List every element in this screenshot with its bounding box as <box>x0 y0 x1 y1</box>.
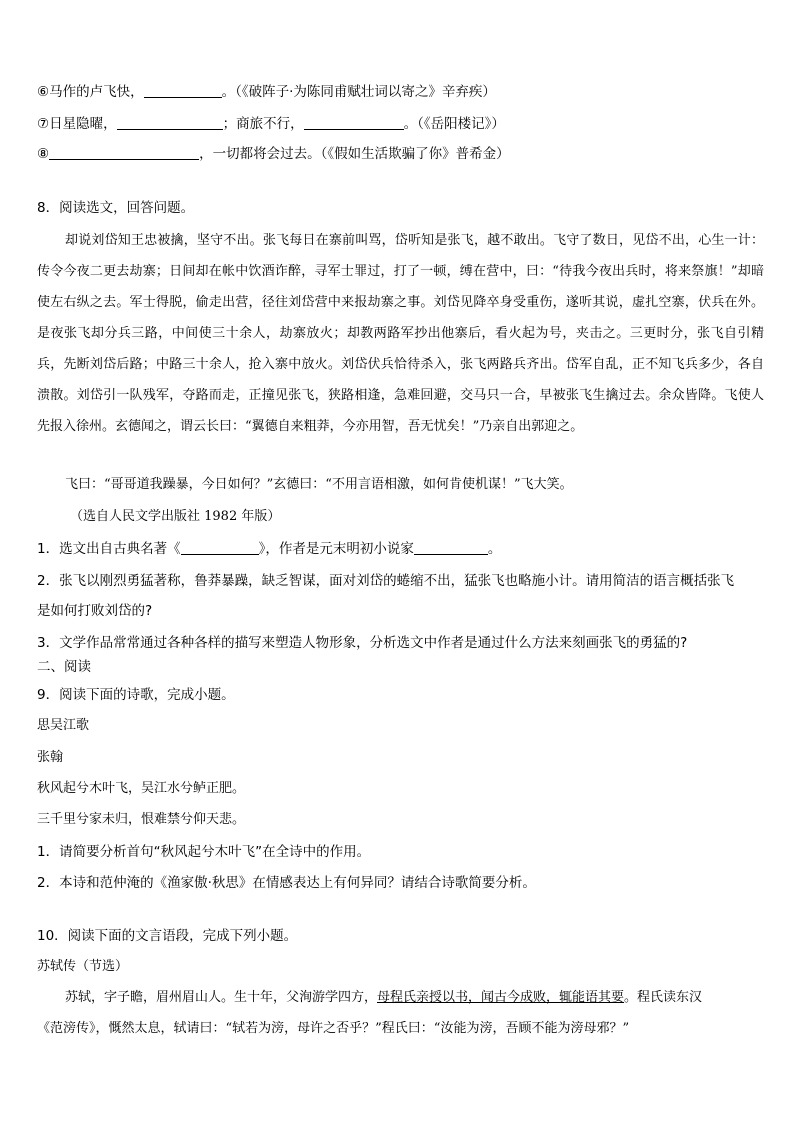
item-7-source: 。（《岳阳楼记》） <box>403 116 505 132</box>
answer-blank[interactable] <box>117 115 223 130</box>
passage-line: 生一计：传令今夜二更去劫寨；日间却在帐中饮酒诈醉，寻军士罪过，打了一顿，缚在营中，曰：“待我今夜出兵时， <box>37 233 764 279</box>
section-heading: 二、阅读 <box>37 659 91 675</box>
item-8-text: ⑧ <box>37 146 50 162</box>
answer-blank[interactable] <box>181 540 259 555</box>
item-8-source: ，一切都将会过去。（《假如生活欺骗了你》普希金） <box>199 146 510 162</box>
passage-line: 将来祭旗！”却暗使左右纵之去。军士得脱，偷走出营，径往刘岱营中来报劫寨之事。刘岱见降卒身受重伤，遂听其说， <box>37 264 764 310</box>
question-text: 1．选文出自古典名著《 <box>37 541 181 557</box>
answer-blank[interactable] <box>414 540 488 555</box>
question-text: 》，作者是元末明初小说家 <box>258 541 414 557</box>
question-8-2-line1: 2．张飞以刚烈勇猛著称，鲁莽暴躁，缺乏智谋，面对刘岱的蜷缩不出，猛张飞也略施小计。请用简洁的语言概括张飞 <box>37 573 735 589</box>
question-8-heading: 8．阅读选文，回答问题。 <box>37 200 195 216</box>
passage-line: 却说刘岱知王忠被擒，坚守不出。张飞每日在寨前叫骂，岱听知是张飞，越不敢出。飞守了数日，见岱不出，心 <box>65 233 712 248</box>
passage-text: 苏轼，字子瞻，眉州眉山人。生十年，父洵游学四方， <box>65 990 378 1005</box>
poem-author: 张翰 <box>37 750 64 765</box>
question-9-1: 1．请简要分析首句“秋风起兮木叶飞”在全诗中的作用。 <box>37 844 371 860</box>
item-6-source: 。（《破阵子·为陈同甫赋壮词以寄之》辛弃疾） <box>221 84 496 100</box>
question-text: 。 <box>487 541 502 557</box>
poem-line: 秋风起兮木叶飞，吴江水兮鲈正肥。 <box>37 781 246 796</box>
item-8 <box>37 144 764 164</box>
item-6 <box>37 82 764 102</box>
passage-line: 击之。三更时分，张飞自引精兵，先断刘岱后路；中路三十余人，抢入寨中放火。刘岱伏兵恰待杀入，张飞两路兵齐 <box>37 326 764 372</box>
poem-title: 思吴江歌 <box>37 718 90 733</box>
item-7-mid: ；商旅不行， <box>222 116 304 132</box>
question-8-3: 3．文学作品常常通过各种各样的描写来塑造人物形象，分析选文中作者是通过什么方法来刻画张飞的勇猛的? <box>37 635 688 651</box>
passage-title: 苏轼传（节选） <box>37 959 129 974</box>
passage-line: 虚扎空寨，伏兵在外。是夜张飞却分兵三路，中间使三十余人，劫寨放火；却教两路军抄出他寨后，看火起为号，夹 <box>37 295 764 341</box>
underlined-sentence: 母程氏亲授以书，闻古今成败，辄能语其要 <box>377 990 625 1005</box>
question-8-2-line2: 是如何打败刘岱的? <box>37 603 153 619</box>
passage-source: （选自人民文学出版社 1982 年版） <box>70 509 281 524</box>
passage-line: 出。岱军自乱，正不知飞兵多少，各自溃散。刘岱引一队残军，夺路而走，正撞见张飞，狭路相逢，急难回避，交马 <box>37 357 764 403</box>
passage-line: 只一合，早被张飞生擒过去。余众皆降。飞使人先报入徐州。玄德闻之，谓云长曰：“翼德自来粗莽，今亦用智，吾 <box>37 388 764 434</box>
question-9-heading: 9．阅读下面的诗歌，完成小题。 <box>37 687 235 703</box>
question-8-1 <box>37 539 764 559</box>
question-10-heading: 10．阅读下面的文言语段，完成下列小题。 <box>37 928 298 944</box>
item-6-text: ⑥马作的卢飞快， <box>37 84 144 100</box>
question-9-2: 2．本诗和范仲淹的《渔家傲·秋思》在情感表达上有何异同？请结合诗歌简要分析。 <box>37 875 536 891</box>
item-7-text: ⑦日星隐曜， <box>37 116 117 132</box>
passage-text: 。程氏读东汉 <box>624 990 703 1005</box>
item-7 <box>37 114 764 134</box>
answer-blank[interactable] <box>304 115 404 130</box>
answer-blank[interactable] <box>144 83 222 98</box>
passage-line: 无忧矣！”乃亲自出郭迎之。 <box>420 419 584 434</box>
passage-10-line2: 《范滂传》，慨然太息，轼请曰：“轼若为滂，母许之否乎？”程氏曰：“汝能为滂，吾顾不能为滂母邪？” <box>37 1021 630 1036</box>
passage-8 <box>37 225 764 442</box>
passage-10-line1 <box>65 988 764 1008</box>
passage-dialogue: 飞曰：“哥哥道我躁暴，今日如何？”玄德曰：“不用言语相激，如何肯使机谋！”飞大笑。 <box>65 477 573 492</box>
answer-blank[interactable] <box>49 145 199 160</box>
poem-line: 三千里兮家未归，恨难禁兮仰天悲。 <box>37 812 246 827</box>
